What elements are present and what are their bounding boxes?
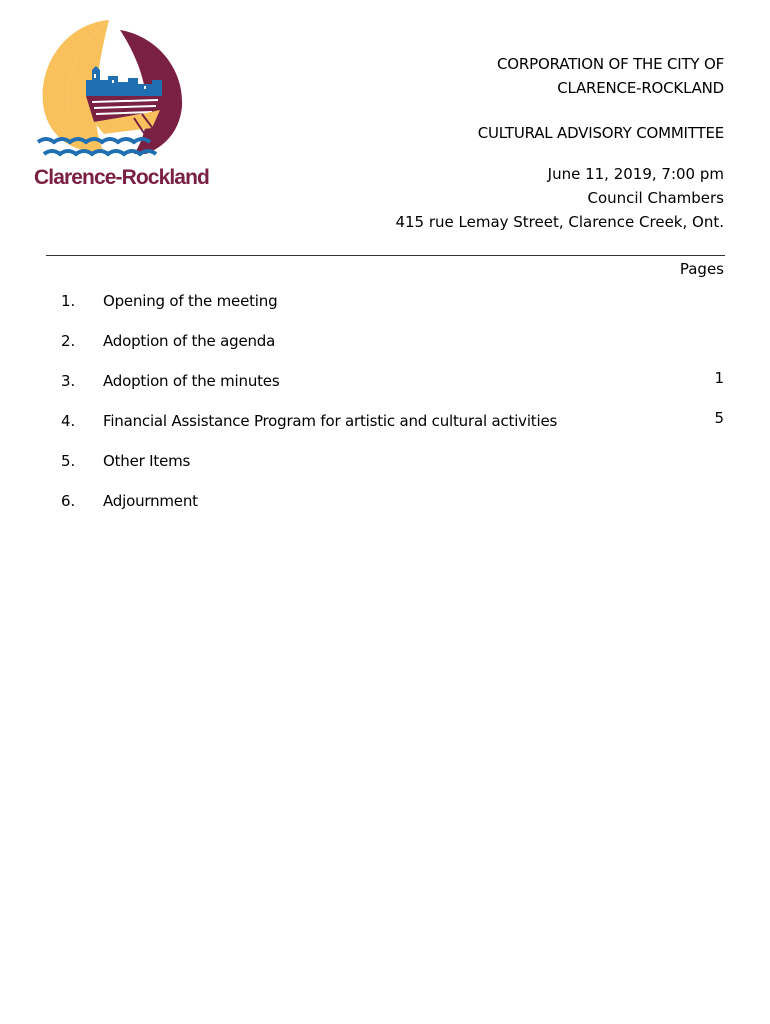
- item-number: 5.: [61, 452, 76, 470]
- item-title: Adoption of the minutes: [103, 372, 280, 390]
- org-name-line-1: CORPORATION OF THE CITY OF: [497, 55, 724, 73]
- org-name-line-2: CLARENCE-ROCKLAND: [557, 79, 724, 97]
- meeting-date-time: June 11, 2019, 7:00 pm: [547, 165, 724, 183]
- committee-name: CULTURAL ADVISORY COMMITTEE: [477, 124, 724, 142]
- item-number: 2.: [61, 332, 76, 350]
- meeting-location: Council Chambers: [587, 189, 724, 207]
- meeting-address: 415 rue Lemay Street, Clarence Creek, Ont.: [395, 213, 724, 231]
- item-title: Adoption of the agenda: [103, 332, 276, 350]
- city-logo: [34, 18, 209, 190]
- header-divider: [46, 255, 725, 256]
- item-number: 1.: [61, 292, 76, 310]
- logo-sail-graphic: [34, 18, 194, 168]
- item-title: Opening of the meeting: [103, 292, 278, 310]
- pages-column-label: Pages: [679, 260, 724, 278]
- document-header: [264, 52, 724, 234]
- list-item: [0, 450, 770, 490]
- item-title: Financial Assistance Program for artistic and cultural activities: [103, 412, 558, 430]
- list-item: [0, 410, 770, 450]
- item-title: Other Items: [103, 452, 191, 470]
- item-number: 3.: [61, 372, 76, 390]
- item-page: 5: [714, 409, 724, 427]
- item-number: 6.: [61, 492, 76, 510]
- list-item: [0, 290, 770, 330]
- list-item: [0, 490, 770, 530]
- list-item: [0, 330, 770, 370]
- list-item: [0, 370, 770, 410]
- item-title: Adjournment: [103, 492, 198, 510]
- agenda-list: [0, 290, 770, 530]
- logo-wordmark: Clarence-Rockland: [34, 166, 209, 189]
- item-page: 1: [714, 369, 724, 387]
- item-number: 4.: [61, 412, 76, 430]
